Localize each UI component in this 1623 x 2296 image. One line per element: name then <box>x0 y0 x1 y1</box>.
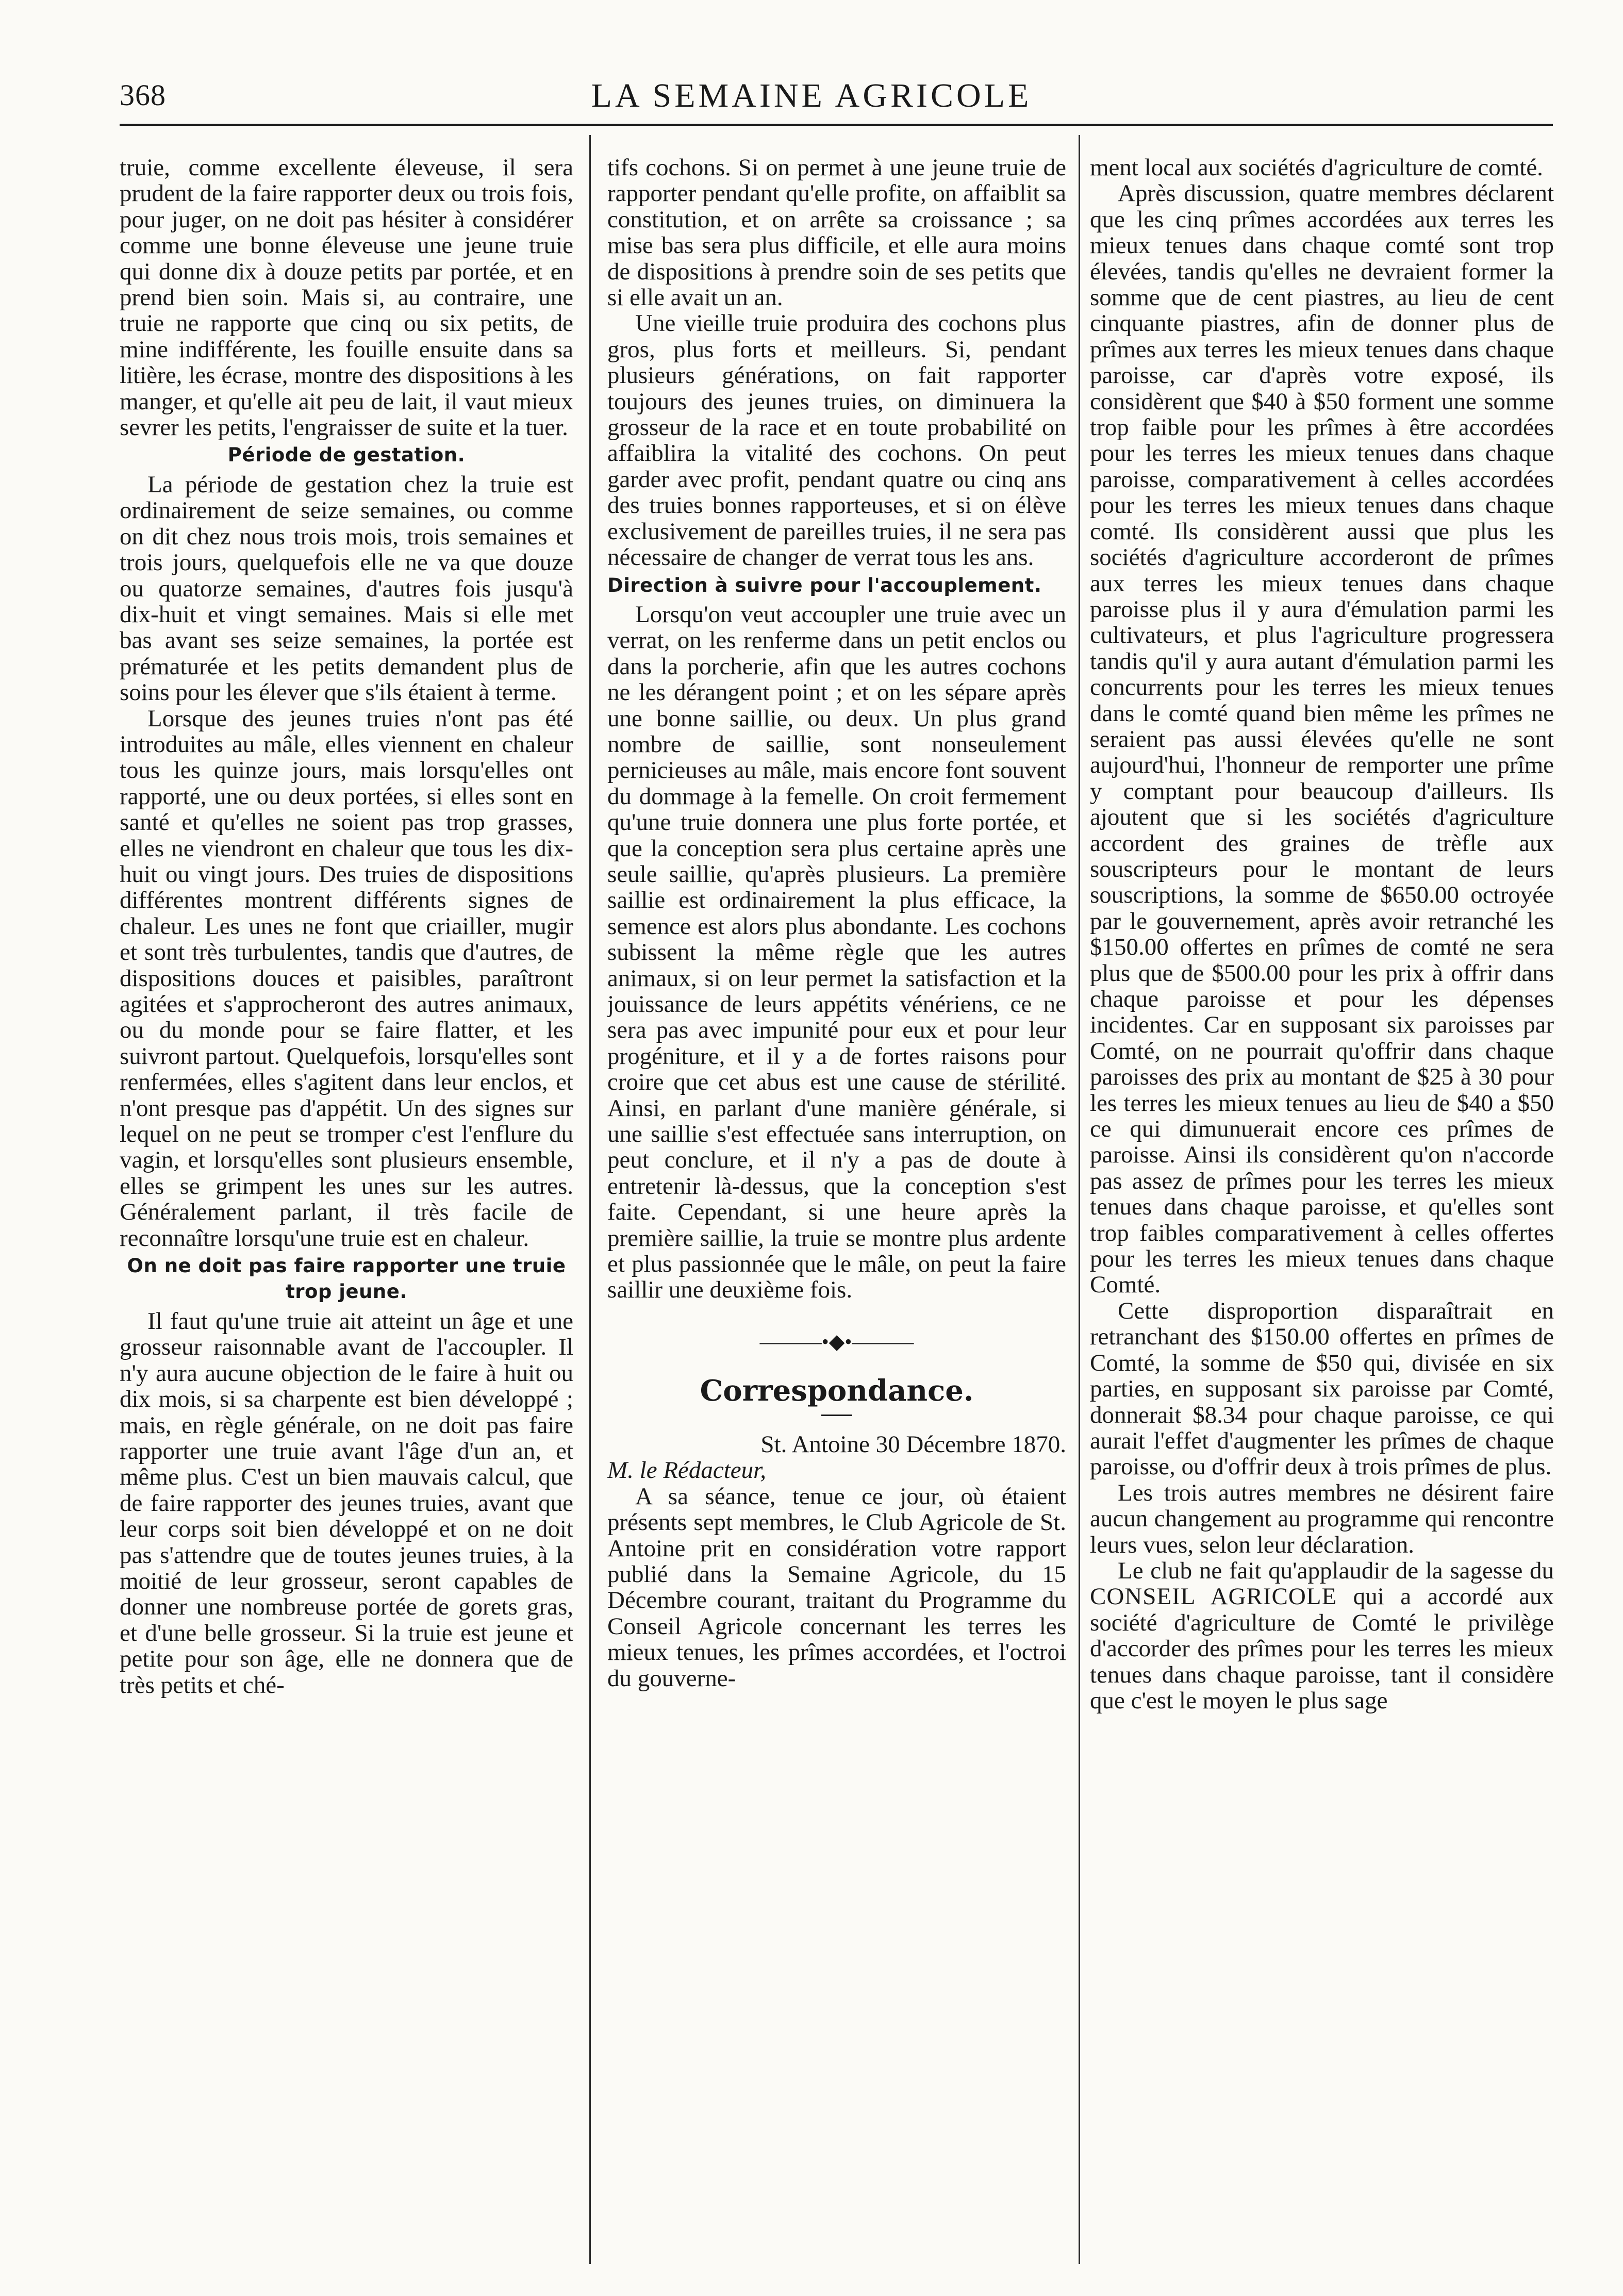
section-ornament: ———•◆•——— <box>759 1329 914 1353</box>
subheading-mating: Direction à suivre pour l'accouplement. <box>607 574 1042 596</box>
header-rule <box>120 124 1553 126</box>
paragraph: truie, comme excellente éleveuse, il sera prudent de la faire rapporter deux ou trois fois, pour juger, on ne doit pas hésiter à considérer comme une bonne éleveuse une jeune truie qui donne dix à douze petits par portée, et en prend bien soin. Mais si, au contraire, une truie ne rapporte que cinq ou six petits, de mine indifférente, les fouille ensuite dans sa litière, les écrase, montre des dispositions à les manger, et qu'elle ait peu de lait, il vaut mieux sevrer les petits, l'engraisser de suite et la tuer. <box>120 155 573 441</box>
column-right <box>1090 155 1554 2258</box>
paragraph: Après discussion, quatre membres déclarent que les cinq prîmes accordées aux terres les mieux tenues dans chaque comté sont trop élevées, tandis qu'elles ne devraient former la somme que de cent piastres, au lieu de cent cinquante piastres, afin de donner plus de prîmes aux terres les mieux tenues dans chaque paroisse, car d'après votre exposé, ils considèrent que $40 à $50 forment une somme trop faible pour les prîmes à être accordées pour les terres les mieux tenues dans chaque paroisse, comparativement à celles accordées pour les terres les mieux tenues dans chaque comté. Ils considèrent aussi que plus les sociétés d'agriculture accorderont de prîmes aux terres les mieux tenues dans chaque paroisse plus il y aura d'émulation parmi les cultivateurs, et plus l'agriculture progressera tandis qu'il y aura autant d'émulation parmi les concurrents pour les terres les mieux tenues dans le comté quand bien même les prîmes ne seraient pas aussi élevées qu'elle ne sont aujourd'hui, l'honneur de remporter une prîme y comptant pour beaucoup d'ailleurs. Ils ajoutent que si les sociétés d'agriculture accordent des graines de trèfle aux souscripteurs pour le montant de leurs souscriptions, la somme de $650.00 octroyée par le gouvernement, après avoir retranché les $150.00 offertes en prîmes de comté ne sera plus que de $500.00 pour les prix à offrir dans chaque paroisse et pour les dépenses incidentes. Car en supposant six paroisses par Comté, on ne pourrait qu'offrir dans chaque paroisses des prix au montant de $25 à 30 pour les terres les mieux tenues au lieu de $40 a $50 ce qui dimunuerait encore ces prîmes de paroisse. Ainsi ils considèrent qu'on n'accorde pas assez de prîmes pour les terres les mieux tenues dans chaque paroisse, et qu'elles sont trop faibles comparativement à celles offertes pour les terres les mieux tenues dans chaque Comté. <box>1090 180 1554 1299</box>
page-number: 368 <box>120 78 166 112</box>
column-divider <box>589 135 591 2264</box>
text-run: qui a accordé aux société d'agriculture de Comté le privilège d'accorder des prîmes pour les terres les mieux tenues dans chaque paroisse, tant il considère que c'est le moyen le plus sage <box>1090 1583 1554 1714</box>
paragraph: Les trois autres membres ne désirent faire aucun changement au programme qui rencontre leurs vues, selon leur déclaration. <box>1090 1479 1554 1558</box>
paragraph: ment local aux sociétés d'agriculture de comté. <box>1090 155 1543 181</box>
paragraph <box>1090 1558 1554 1713</box>
letter-dateline: St. Antoine 30 Décembre 1870. <box>760 1430 1066 1458</box>
subheading-gestation: Période de gestation. <box>227 444 466 467</box>
paragraph: Cette disproportion disparaîtrait en retranchant des $150.00 offertes en prîmes de Comté, la somme de $50 qui, divisée en six parties, en supposant six paroisse par Comté, donnerait $8.34 pour chaque paroisse, ce qui aurait l'effet d'augmenter les prîmes de chaque paroisse, ou d'offrir deux à trois prîmes de plus. <box>1090 1297 1554 1480</box>
paragraph: Lorsqu'on veut accoupler une truie avec un verrat, on les renferme dans un petit enclos ou dans la porcherie, afin que les autres cochons ne les dérangent point ; et on les sépare après une bonne saillie, ou deux. Un plus grand nombre de saillie, sont nonseulement pernicieuses au mâle, mais encore font souvent du dommage à la femelle. On croit fermement qu'une truie donnera une plus forte portée, et que la conception sera plus certaine après une seule saillie, qu'après plusieurs. La première saillie est ordinairement la plus efficace, la semence est alors plus abondante. Les cochons subissent la même règle que les autres animaux, si on leur permet la satisfaction et la jouissance de leurs appétits vénériens, ce ne sera pas avec impunité pour eux et pour leur progéniture, et il y a de fortes raisons pour croire que cet abus est une cause de stérilité. Ainsi, en parlant d'une manière générale, si une saillie s'est effectuée sans interruption, on peut conclure, et il n'y a pas de doute à entretenir là-dessus, que la conception s'est faite. Cependant, si une heure après la première saillie, la truie se montre plus ardente et plus passionnée que le mâle, on peut la faire saillir une deuxième fois. <box>607 601 1066 1304</box>
paragraph: A sa séance, tenue ce jour, où étaient présents sept membres, le Club Agricole de St. Antoine prit en considération votre rapport publié dans la Semaine Agricole, du 15 Décembre courant, traitant du Programme du Conseil Agricole concernant les terres les mieux tenues, les prîmes accordées, et l'octroi du gouverne- <box>607 1483 1066 1692</box>
running-title: LA SEMAINE AGRICOLE <box>591 77 1032 114</box>
council-name: CONSEIL AGRICOLE <box>1090 1583 1337 1610</box>
paragraph: Il faut qu'une truie ait atteint un âge et une grosseur raisonnable avant de l'accoupler. Il n'y aura aucune objection de le faire à huit ou dix mois, si sa charpente est bien développé ; mais, en règle générale, on ne doit pas faire rapporter une truie avant l'âge d'un an, et même plus. C'est un bien mauvais calcul, que de faire rapporter des jeunes truies, avant que leur corps soit bien développé et on ne doit pas s'attendre que de toutes jeunes truies, à la moitié de leur grosseur, seront capables de donner une nombreuse portée de gorets gras, et d'une belle grosseur. Si la truie est jeune et petite pour son âge, elle ne donnera que de très petits et ché- <box>120 1307 573 1699</box>
subheading-young-sow: On ne doit pas faire rapporter une truie trop jeune. <box>127 1255 566 1303</box>
paragraph: tifs cochons. Si on permet à une jeune truie de rapporter pendant qu'elle profite, on affaiblit sa constitution, et on arrête sa croissance ; sa mise bas sera plus difficile, et elle aura moins de dispositions à prendre soin de ses petits que si elle avait un an. <box>607 155 1066 311</box>
section-title-correspondance: Correspondance. <box>700 1373 974 1408</box>
short-rule <box>821 1415 852 1416</box>
column-middle <box>607 155 1066 2258</box>
column-divider <box>1079 135 1080 2264</box>
paragraph: Une vieille truie produira des cochons plus gros, plus forts et meilleurs. Si, pendant plusieurs générations, on fait rapporter toujours des jeunes truies, on diminuera la grosseur de la race et en toute probabilité on affaiblira la vitalité des cochons. On peut garder avec profit, pendant quatre ou cinq ans des truies bonnes rapporteuses, et si on élève exclusivement de pareilles truies, il ne sera pas nécessaire de changer de verrat tous les ans. <box>607 310 1066 571</box>
paragraph: Lorsque des jeunes truies n'ont pas été introduites au mâle, elles viennent en chaleur tous les quinze jours, mais lorsqu'elles ont rapporté, une ou deux portées, si elles sont en santé et qu'elles ne soient pas trop grasses, elles ne viendront en chaleur que tous les dix-huit ou vingt jours. Des truies de dispositions différentes montrent différents signes de chaleur. Les unes ne font que criailler, mugir et sont très turbulentes, tandis que d'autres, de dispositions douces et paisibles, paraîtront agitées et s'approcheront des autres animaux, ou du monde pour se faire flatter, et les suivront partout. Quelquefois, lorsqu'elles sont renfermées, elles s'agitent dans leur enclos, et n'ont presque pas d'appétit. Un des signes sur lequel on ne peut se tromper c'est l'enflure du vagin, et lorsqu'elles sont plusieurs ensemble, elles se grimpent les unes sur les autres. Généralement parlant, il très facile de reconnaître lorsqu'une truie est en chaleur. <box>120 705 573 1252</box>
text-run: Le club ne fait qu'applaudir de la sagesse du <box>1118 1557 1554 1584</box>
paragraph: La période de gestation chez la truie est ordinairement de seize semaines, ou comme on dit chez nous trois mois, trois semaines et trois jours, quelquefois elle ne va que douze ou quatorze semaines, d'autres fois jusqu'à dix-huit et vingt semaines. Mais si elle met bas avant ses seize semaines, la portée est prématurée et les petits demandent plus de soins pour les élever que s'ils étaient à terme. <box>120 471 573 706</box>
letter-salutation: M. le Rédacteur, <box>607 1457 767 1484</box>
column-left <box>120 155 573 2258</box>
